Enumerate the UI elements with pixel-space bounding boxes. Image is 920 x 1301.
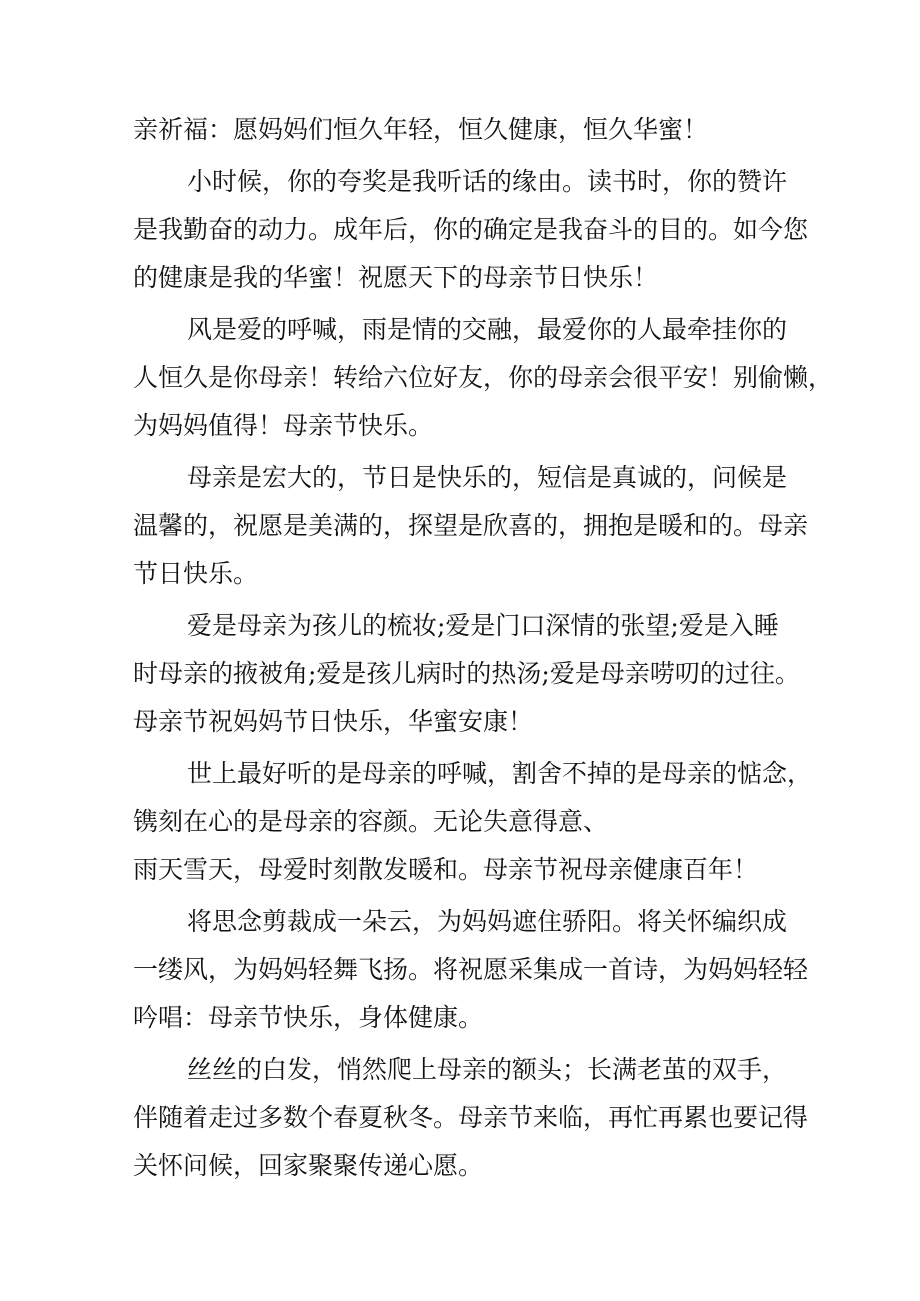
paragraph <box>133 602 800 746</box>
text-line: 关怀问候，回家聚聚传递心愿。 <box>133 1151 484 1180</box>
text-line: 丝丝的白发，悄然爬上母亲的额头；长满老茧的双手， <box>187 1055 788 1084</box>
text-line: 温馨的，祝愿是美满的，探望是欣喜的，拥抱是暖和的。母亲 <box>133 511 809 540</box>
paragraph <box>133 158 809 302</box>
text-line: 风是爱的呼喊，雨是情的交融，最爱你的人最牵挂你的 <box>187 315 788 344</box>
text-line: 雨天雪天，母爱时刻散发暖和。母亲节祝母亲健康百年！ <box>133 855 759 884</box>
text-line: 母亲节祝妈妈节日快乐，华蜜安康！ <box>133 707 534 736</box>
text-line: 母亲是宏大的，节日是快乐的，短信是真诚的，问候是 <box>187 463 788 492</box>
text-line: 的健康是我的华蜜！祝愿天下的母亲节日快乐！ <box>133 263 659 292</box>
text-line: 吟唱：母亲节快乐，身体健康。 <box>133 1003 484 1032</box>
paragraph <box>133 454 809 598</box>
text-line: 小时候，你的夸奖是我听话的缘由。读书时，你的赞许 <box>187 167 788 196</box>
text-line: 为妈妈值得！母亲节快乐。 <box>133 411 434 440</box>
paragraph <box>133 306 834 450</box>
paragraph <box>133 898 809 1042</box>
paragraph <box>133 106 793 154</box>
text-line: 亲祈福：愿妈妈们恒久年轻，恒久健康，恒久华蜜！ <box>133 115 709 144</box>
text-line: 世上最好听的是母亲的呼喊，割舍不掉的是母亲的惦念， <box>187 759 813 788</box>
text-line: 将思念剪裁成一朵云，为妈妈遮住骄阳。将关怀编织成 <box>187 907 788 936</box>
paragraph <box>133 750 813 894</box>
text-line: 爱是母亲为孩儿的梳妆;爱是门口深情的张望;爱是入睡 <box>187 611 779 640</box>
text-line: 时母亲的掖被角;爱是孩儿病时的热汤;爱是母亲唠叨的过往。 <box>133 659 800 688</box>
paragraph <box>133 1046 809 1190</box>
text-line: 是我勤奋的动力。成年后，你的确定是我奋斗的目的。如今您 <box>133 215 809 244</box>
text-line: 一缕风，为妈妈轻舞飞扬。将祝愿采集成一首诗，为妈妈轻轻 <box>133 955 809 984</box>
text-line: 伴随着走过多数个春夏秋冬。母亲节来临，再忙再累也要记得 <box>133 1103 809 1132</box>
document-body <box>133 106 834 1190</box>
text-line: 节日快乐。 <box>133 559 259 588</box>
text-line: 人恒久是你母亲！转给六位好友，你的母亲会很平安！别偷懒， <box>133 363 834 392</box>
text-line: 镌刻在心的是母亲的容颜。无论失意得意、 <box>133 807 609 836</box>
